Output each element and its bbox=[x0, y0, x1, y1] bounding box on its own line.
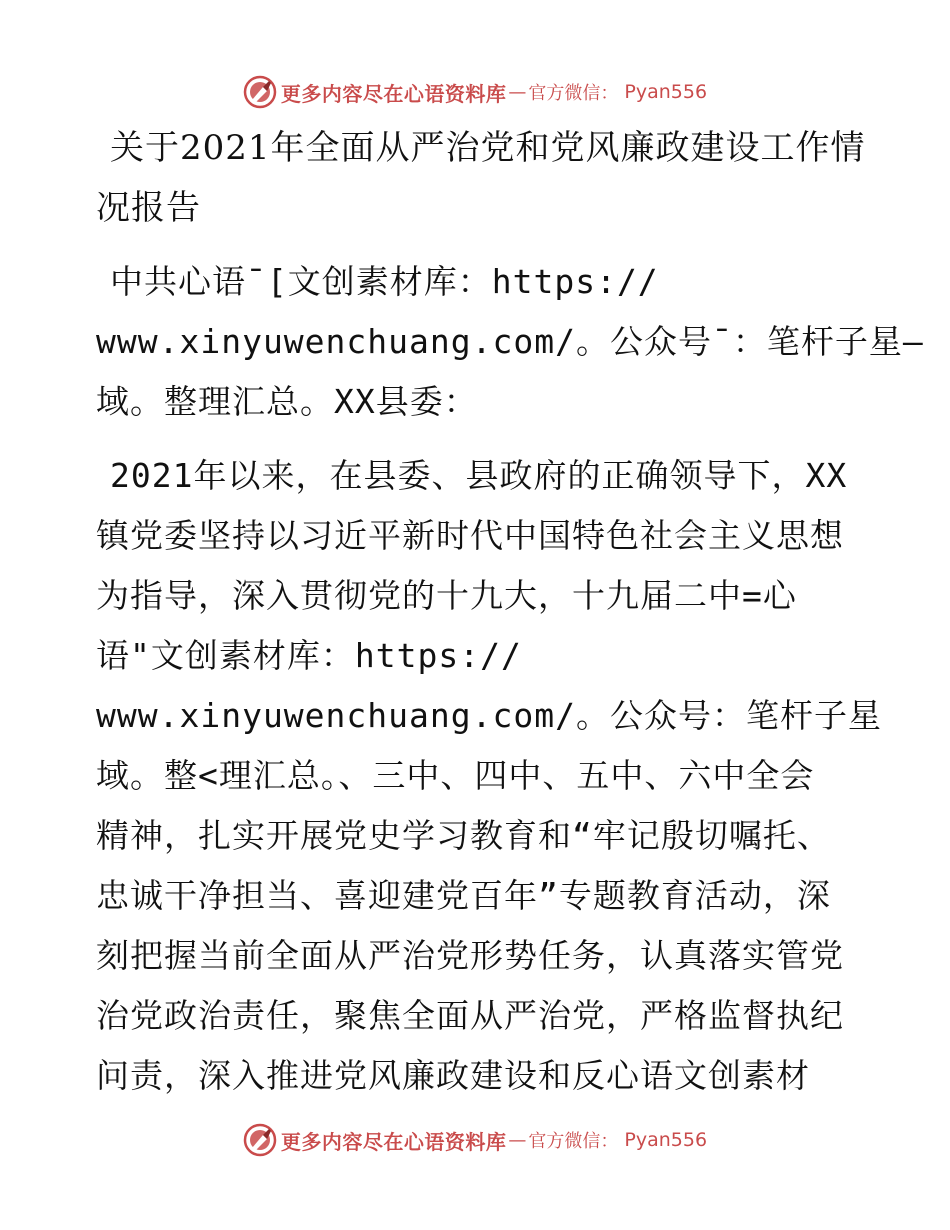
body-line-2: 镇党委坚持以习近平新时代中国特色社会主义思想 bbox=[96, 516, 844, 555]
intro-line-1: 中共心语¯[文创素材库：https:// bbox=[110, 262, 659, 301]
document-body bbox=[96, 118, 924, 1106]
body-line-11: 问责，深入推进党风廉政建设和反心语文创素材 bbox=[96, 1056, 810, 1095]
watermark-separator: — bbox=[508, 1129, 527, 1151]
intro-line-2: www.xinyuwenchuang.com/。公众号¯：笔杆子星— bbox=[96, 322, 924, 361]
watermark-separator: — bbox=[508, 81, 527, 103]
body-line-10: 治党政治责任，聚焦全面从严治党，严格监督执纪 bbox=[96, 996, 844, 1035]
watermark-wechat-id: Pyan556 bbox=[624, 1129, 708, 1151]
watermark-promo-text: 更多内容尽在心语资料库 bbox=[280, 81, 507, 106]
body-line-8: 忠诚干净担当、喜迎建党百年”专题教育活动，深 bbox=[96, 876, 831, 915]
body-line-7: 精神，扎实开展党史学习教育和“牢记殷切嘱托、 bbox=[96, 816, 831, 855]
watermark-wechat-label: 官方微信： bbox=[528, 83, 619, 104]
watermark-wechat-label: 官方微信： bbox=[528, 1131, 619, 1152]
body-line-4: 语"文创素材库：https:// bbox=[96, 636, 522, 675]
footer-watermark bbox=[0, 1120, 950, 1160]
pen-nib-circle-icon bbox=[243, 75, 277, 109]
body-line-3: 为指导，深入贯彻党的十九大，十九届二中=心 bbox=[96, 576, 797, 615]
body-line-1: 2021年以来，在县委、县政府的正确领导下，XX bbox=[110, 456, 848, 495]
header-watermark bbox=[0, 72, 950, 112]
document-title-line-1: 关于2021年全面从严治党和党风廉政建设工作情 bbox=[110, 128, 866, 168]
body-line-5: www.xinyuwenchuang.com/。公众号：笔杆子星 bbox=[96, 696, 882, 735]
document-title-line-2: 况报告 bbox=[96, 188, 201, 228]
watermark-wechat-id: Pyan556 bbox=[624, 81, 708, 103]
intro-line-3: 域。整理汇总。XX县委： bbox=[96, 382, 478, 421]
body-line-9: 刻把握当前全面从严治党形势任务，认真落实管党 bbox=[96, 936, 844, 975]
pen-nib-circle-icon bbox=[243, 1123, 277, 1157]
watermark-promo-text: 更多内容尽在心语资料库 bbox=[280, 1129, 507, 1154]
body-line-6: 域。整<理汇总。、三中、四中、五中、六中全会 bbox=[96, 756, 815, 795]
